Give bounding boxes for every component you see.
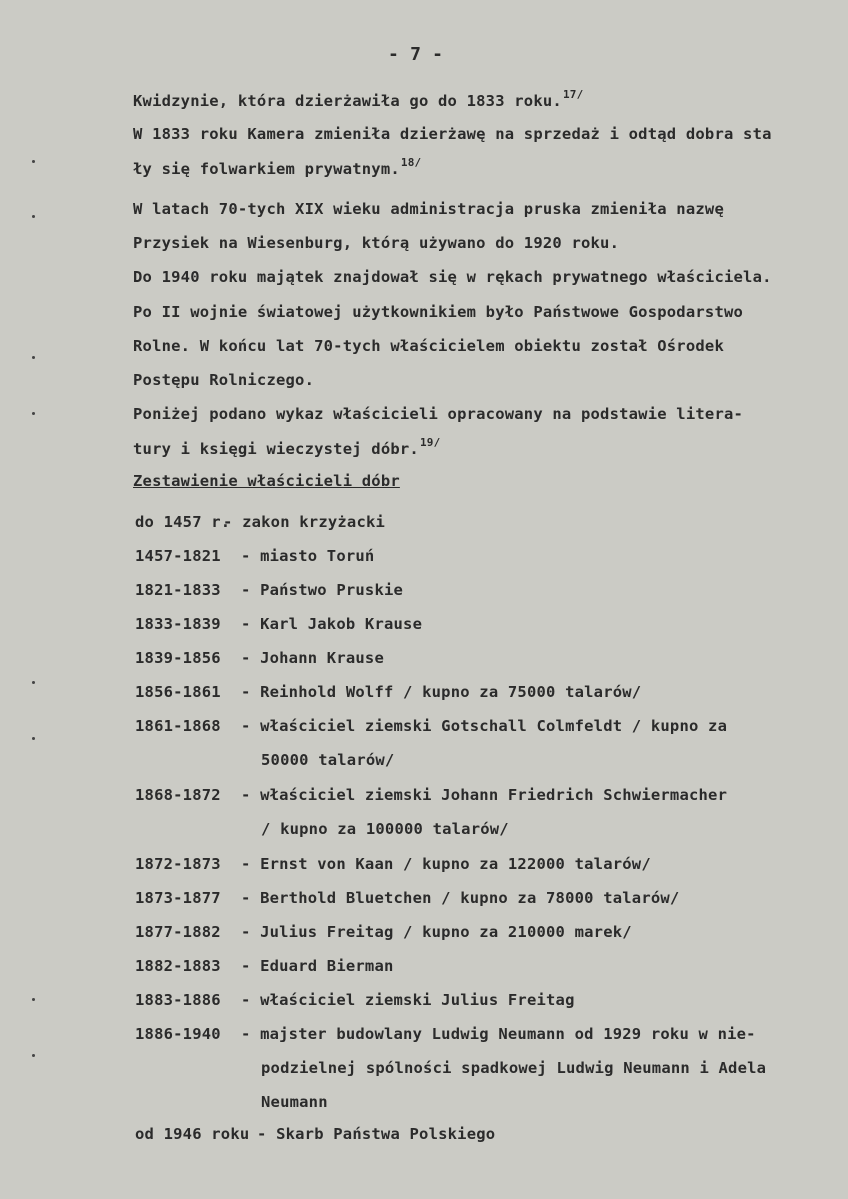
margin-mark xyxy=(32,681,35,684)
owner-years: od 1946 roku xyxy=(135,1125,250,1143)
page-number: - 7 - xyxy=(388,44,444,65)
owner-years: 1872-1873 xyxy=(135,855,221,873)
footnote-reference: 18/ xyxy=(400,156,422,169)
owner-years: 1839-1856 xyxy=(135,649,221,667)
owner-description: - miasto Toruń xyxy=(241,547,375,565)
owner-years: do 1457 r. xyxy=(135,513,231,531)
margin-mark xyxy=(32,1054,35,1057)
text-line-content: ły się folwarkiem prywatnym. xyxy=(133,160,400,178)
owner-description: - majster budowlany Ludwig Neumann od 1929 roku w nie- xyxy=(241,1025,756,1043)
text-line xyxy=(133,125,772,143)
owner-years: 1886-1940 xyxy=(135,1025,221,1043)
text-line xyxy=(133,268,772,286)
text-line-content: Przysiek na Wiesenburg, którą używano do 1920 roku. xyxy=(133,234,620,252)
owners-heading: Zestawienie właścicieli dóbr xyxy=(133,472,400,490)
owner-years: 1457-1821 xyxy=(135,547,221,565)
margin-mark xyxy=(32,160,35,163)
owner-years: 1861-1868 xyxy=(135,717,221,735)
owner-description: - właściciel ziemski Johann Friedrich Schwiermacher xyxy=(241,786,728,804)
owner-description: - właściciel ziemski Gotschall Colmfeldt / kupno za xyxy=(241,717,728,735)
text-line xyxy=(133,234,619,252)
text-line-content: Poniżej podano wykaz właścicieli opracowany na podstawie litera- xyxy=(133,405,744,423)
owner-description: Neumann xyxy=(261,1093,328,1111)
owner-description: - Karl Jakob Krause xyxy=(241,615,423,633)
text-line xyxy=(133,371,314,389)
owner-description: - Julius Freitag / kupno za 210000 marek/ xyxy=(241,923,632,941)
owner-description: - właściciel ziemski Julius Freitag xyxy=(241,991,575,1009)
owner-description: / kupno za 100000 talarów/ xyxy=(261,820,509,838)
owner-description: - Eduard Bierman xyxy=(241,957,394,975)
text-line-content: W latach 70-tych XIX wieku administracja pruska zmieniła nazwę xyxy=(133,200,724,218)
text-line xyxy=(133,405,743,423)
owner-years: 1833-1839 xyxy=(135,615,221,633)
text-line-content: Do 1940 roku majątek znajdował się w rękach prywatnego właściciela. xyxy=(133,268,772,286)
text-line xyxy=(133,200,724,218)
owner-description: - Państwo Pruskie xyxy=(241,581,404,599)
margin-mark xyxy=(32,215,35,218)
owner-years: 1868-1872 xyxy=(135,786,221,804)
owner-years: 1877-1882 xyxy=(135,923,221,941)
owner-years: 1883-1886 xyxy=(135,991,221,1009)
owner-description: - Reinhold Wolff / kupno za 75000 talarów/ xyxy=(241,683,642,701)
text-line-content: tury i księgi wieczystej dóbr. xyxy=(133,440,419,458)
text-line xyxy=(133,156,422,178)
owner-years: 1882-1883 xyxy=(135,957,221,975)
owner-description: - Johann Krause xyxy=(241,649,384,667)
owner-description: podzielnej spólności spadkowej Ludwig Neumann i Adela xyxy=(261,1059,767,1077)
text-line-content: Rolne. W końcu lat 70-tych właścicielem obiektu został Ośrodek xyxy=(133,337,724,355)
owner-years: 1873-1877 xyxy=(135,889,221,907)
text-line xyxy=(133,436,441,458)
margin-mark xyxy=(32,998,35,1001)
owner-description: - Ernst von Kaan / kupno za 122000 talarów/ xyxy=(241,855,651,873)
text-line xyxy=(133,337,724,355)
text-line xyxy=(133,88,584,110)
footnote-reference: 17/ xyxy=(562,88,584,101)
text-line-content: W 1833 roku Kamera zmieniła dzierżawę na sprzedaż i odtąd dobra sta xyxy=(133,125,772,143)
text-line-content: Po II wojnie światowej użytkownikiem było Państwowe Gospodarstwo xyxy=(133,303,744,321)
owner-description: - zakon krzyżacki xyxy=(223,513,386,531)
owner-description: - Skarb Państwa Polskiego xyxy=(257,1125,496,1143)
margin-mark xyxy=(32,356,35,359)
margin-mark xyxy=(32,737,35,740)
text-line-content: Kwidzynie, która dzierżawiła go do 1833 roku. xyxy=(133,92,562,110)
owner-description: 50000 talarów/ xyxy=(261,751,395,769)
text-line-content: Postępu Rolniczego. xyxy=(133,371,315,389)
owner-description: - Berthold Bluetchen / kupno za 78000 talarów/ xyxy=(241,889,680,907)
owner-years: 1821-1833 xyxy=(135,581,221,599)
footnote-reference: 19/ xyxy=(419,436,441,449)
text-line xyxy=(133,303,743,321)
owner-years: 1856-1861 xyxy=(135,683,221,701)
margin-mark xyxy=(32,412,35,415)
